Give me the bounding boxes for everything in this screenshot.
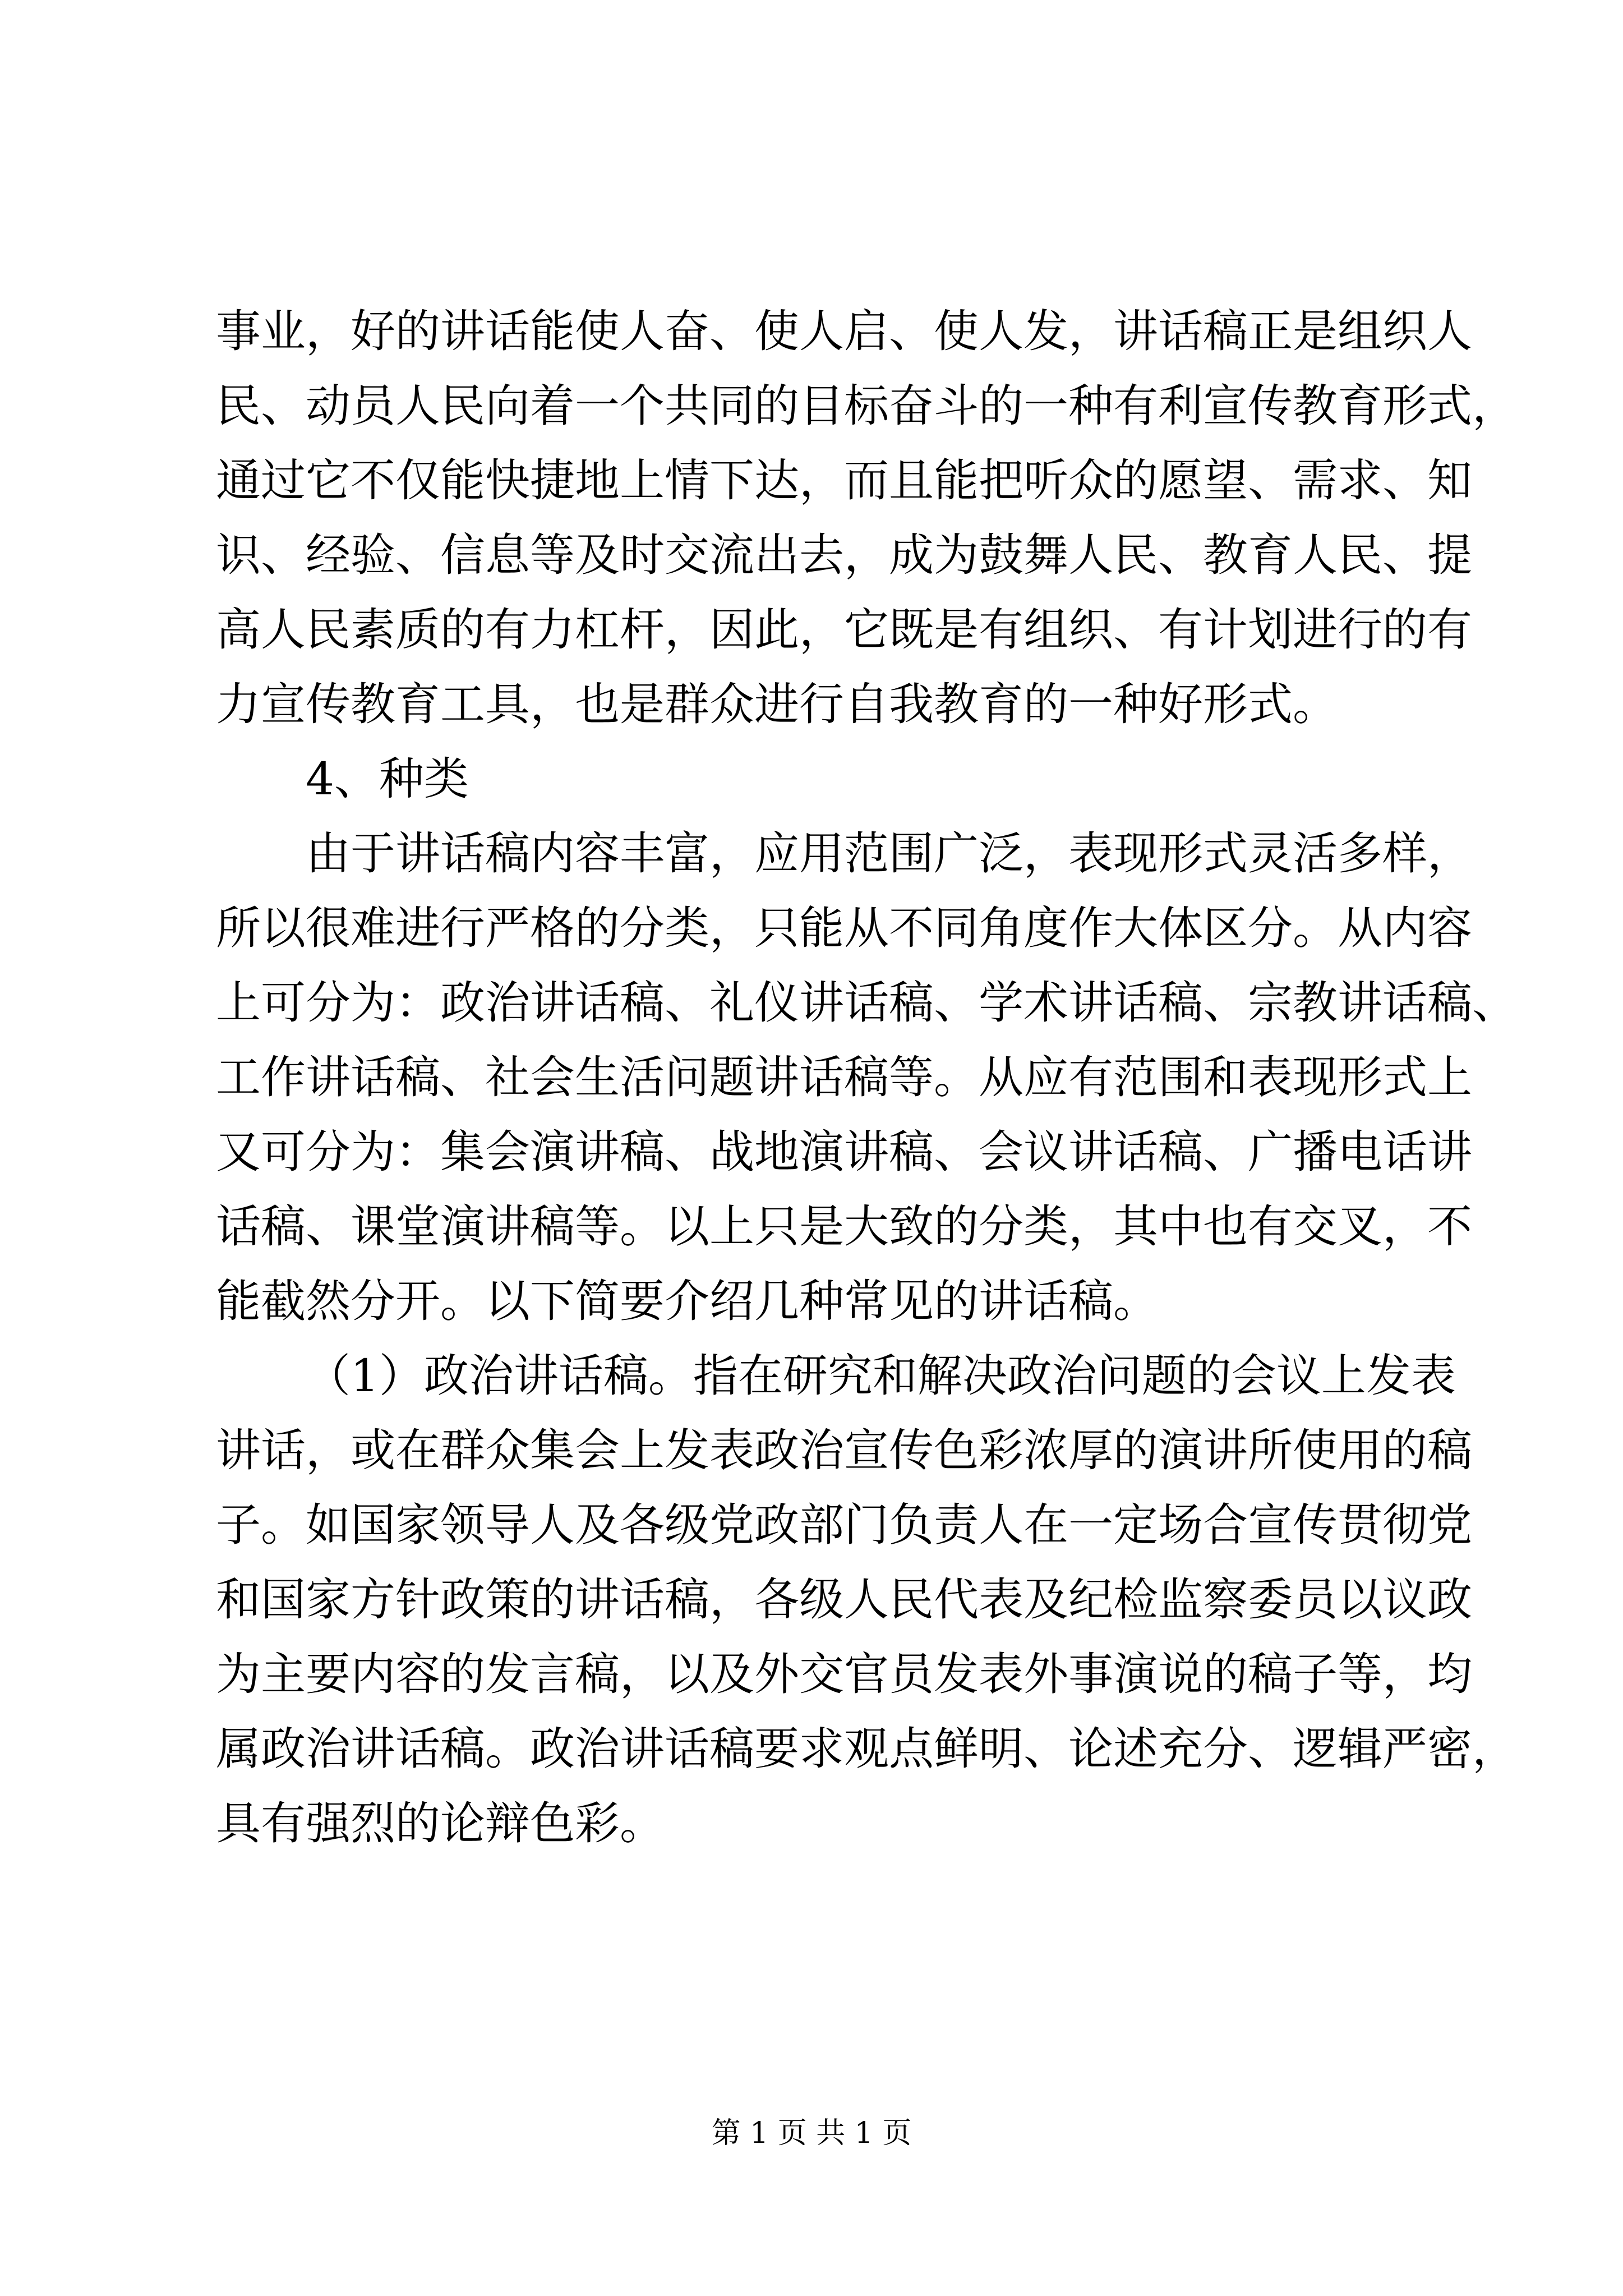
section-heading: 4、种类 <box>306 753 469 805</box>
text-line: 讲话，或在群众集会上发表政治宣传色彩浓厚的演讲所使用的稿 <box>216 1424 1472 1476</box>
text-line: 为主要内容的发言稿，以及外交官员发表外事演说的稿子等，均 <box>216 1648 1472 1700</box>
text-line: 所以很难进行严格的分类，只能从不同角度作大体区分。从内容 <box>216 902 1472 954</box>
document-body <box>216 294 1517 1861</box>
text-line: 民、动员人民向着一个共同的目标奋斗的一种有利宣传教育形式， <box>216 380 1517 432</box>
text-line: （1）政治讲话稿。指在研究和解决政治问题的会议上发表 <box>306 1350 1456 1402</box>
text-line: 上可分为：政治讲话稿、礼仪讲话稿、学术讲话稿、宗教讲话稿、 <box>216 977 1517 1029</box>
text-line: 力宣传教育工具，也是群众进行自我教育的一种好形式。 <box>216 678 1338 730</box>
text-line: 属政治讲话稿。政治讲话稿要求观点鲜明、论述充分、逻辑严密， <box>216 1723 1517 1775</box>
text-line: 具有强烈的论辩色彩。 <box>216 1797 665 1849</box>
text-line: 话稿、课堂演讲稿等。以上只是大致的分类，其中也有交叉，不 <box>216 1200 1472 1253</box>
text-line: 又可分为：集会演讲稿、战地演讲稿、会议讲话稿、广播电话讲 <box>216 1126 1472 1178</box>
text-line: 子。如国家领导人及各级党政部门负责人在一定场合宣传贯彻党 <box>216 1499 1472 1551</box>
text-line: 工作讲话稿、社会生活问题讲话稿等。从应有范围和表现形式上 <box>216 1051 1472 1103</box>
page-footer: 第 1 页 共 1 页 <box>711 2116 912 2150</box>
text-line: 高人民素质的有力杠杆，因此，它既是有组织、有计划进行的有 <box>216 604 1472 656</box>
text-line: 通过它不仅能快捷地上情下达，而且能把听众的愿望、需求、知 <box>216 454 1472 507</box>
text-line: 和国家方针政策的讲话稿，各级人民代表及纪检监察委员以议政 <box>216 1573 1472 1626</box>
text-line: 能截然分开。以下简要介绍几种常见的讲话稿。 <box>216 1275 1158 1327</box>
text-line: 事业，好的讲话能使人奋、使人启、使人发，讲话稿正是组织人 <box>216 305 1472 357</box>
text-line: 由于讲话稿内容丰富，应用范围广泛，表现形式灵活多样， <box>306 827 1472 880</box>
text-line: 识、经验、信息等及时交流出去，成为鼓舞人民、教育人民、提 <box>216 529 1472 581</box>
